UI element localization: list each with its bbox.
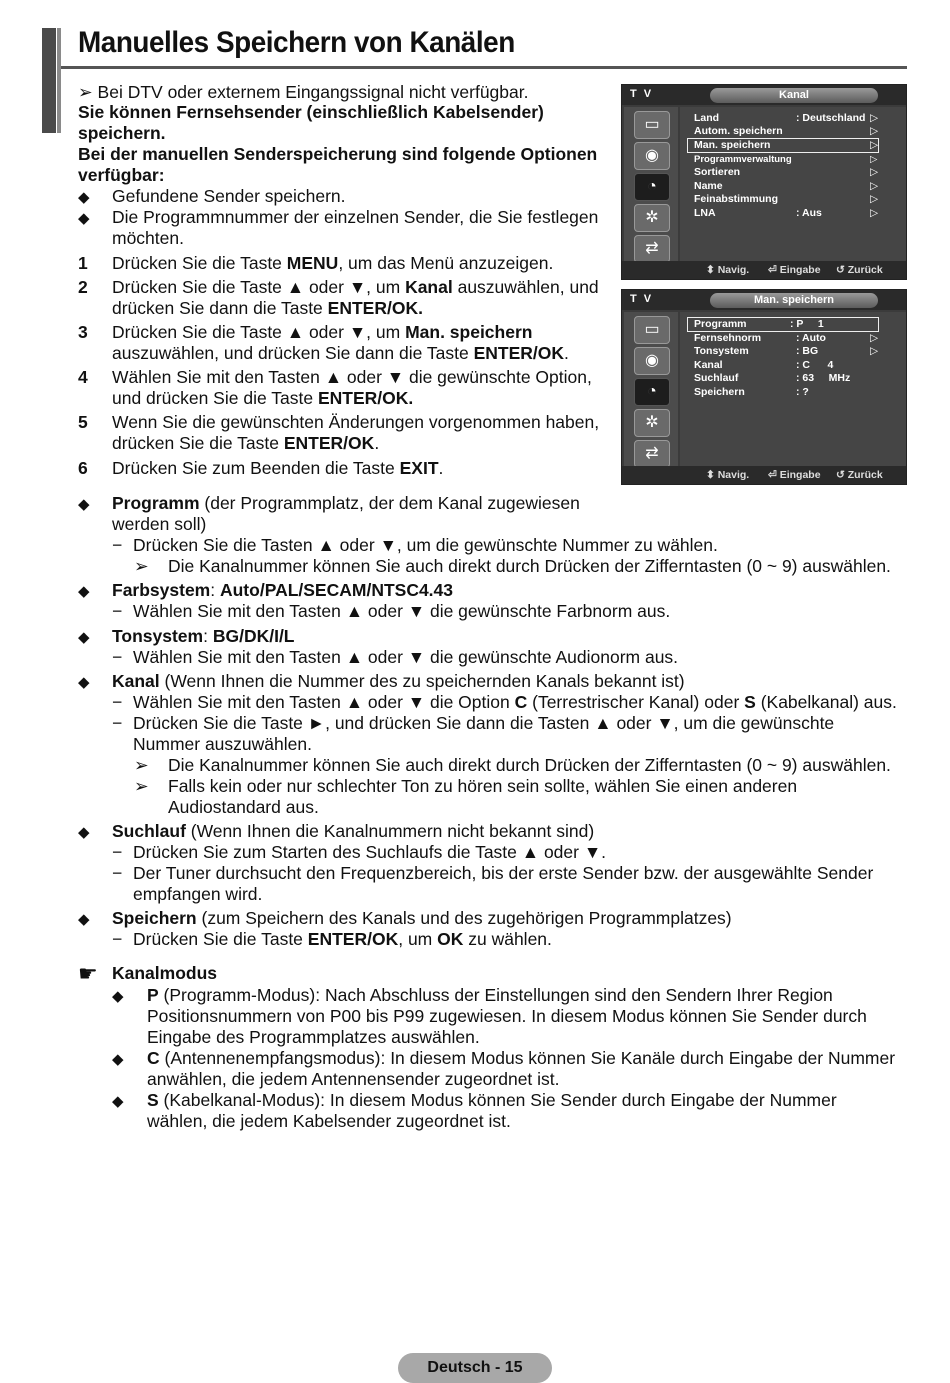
tv-menu-title: Man. speichern — [710, 293, 878, 308]
opt-tonsystem: ◆ Tonsystem: BG/DK/I/L — [78, 626, 295, 646]
menu-item[interactable]: Name ▷ — [694, 180, 879, 192]
opt-detail: − Der Tuner durchsucht den Frequenzbereich, bis der erste Sender bzw. der ausgewählte Sender — [112, 863, 874, 883]
modus-s-cont: wählen, die jedem Kabelsender zugeordnet ist. — [147, 1111, 511, 1131]
modus-p: ◆ P (Programm-Modus): Nach Abschluss der Einstellungen sind den Sendern Ihrer Region — [112, 985, 833, 1005]
sound-icon: ◉ — [634, 142, 670, 170]
opt-note: ➢ Falls kein oder nur schlechter Ton zu hören sein sollte, wählen Sie einen anderen — [134, 776, 798, 796]
modus-c-cont: anwählen, die jedem Antennensender zugeordnet ist. — [147, 1069, 560, 1089]
diamond-icon: ◆ — [78, 496, 90, 513]
menu-item[interactable]: Kanal : C 4 — [694, 359, 834, 371]
menu-item[interactable]: Land : Deutschland ▷ — [694, 112, 879, 124]
page-number-badge: Deutsch - 15 — [398, 1353, 552, 1383]
step-2-cont: drücken Sie dann die Taste ENTER/OK. — [112, 298, 423, 318]
modus-c: ◆ C (Antennenempfangsmodus): In diesem Modus können Sie Kanäle durch Eingabe der Nummer — [112, 1048, 896, 1068]
enter-hint: ⏎ Eingabe — [768, 264, 821, 276]
back-hint: ↺ Zurück — [836, 264, 883, 276]
menu-item[interactable]: Sortieren ▷ — [694, 166, 879, 178]
intro-bold-4: verfügbar: — [78, 165, 165, 185]
opt-detail: − Wählen Sie mit den Tasten ▲ oder ▼ die gewünschte Farbnorm aus. — [112, 601, 671, 621]
tv-menu-kanal — [621, 84, 907, 280]
opt-detail: − Drücken Sie die Taste ENTER/OK, um OK zu wählen. — [112, 929, 552, 949]
title-rule — [61, 66, 907, 69]
title-bar-accent-light — [57, 28, 61, 133]
opt-suchlauf: ◆ Suchlauf (Wenn Ihnen die Kanalnummern nicht bekannt sind) — [78, 821, 595, 841]
tv-sidebar — [624, 312, 678, 466]
opt-detail: − Drücken Sie die Tasten ▲ oder ▼, um die gewünschte Nummer zu wählen. — [112, 535, 718, 555]
modus-p-cont: Eingabe des Programmplatzes auswählen. — [147, 1027, 480, 1047]
menu-item[interactable]: Speichern : ? — [694, 386, 809, 398]
diamond-icon: ◆ — [112, 1093, 124, 1110]
channel-icon: ◔ — [634, 173, 670, 201]
opt-speichern: ◆ Speichern (zum Speichern des Kanals und des zugehörigen Programmplatzes) — [78, 908, 732, 928]
opt-detail-cont: Nummer auszuwählen. — [133, 734, 312, 754]
intro-bold-3: Bei der manuellen Senderspeicherung sind folgende Optionen — [78, 144, 598, 164]
diamond-icon: ◆ — [78, 824, 90, 841]
intro-bold-1: Sie können Fernsehsender (einschließlich Kabelsender) — [78, 102, 544, 122]
note-icon: ➢ — [134, 556, 149, 576]
diamond-icon: ◆ — [78, 210, 90, 227]
picture-icon: ▭ — [634, 111, 670, 139]
setup-icon: ✲ — [634, 409, 670, 437]
option-item: ◆ Die Programmnummer der einzelnen Sender, die Sie festlegen — [78, 207, 599, 227]
back-hint: ↺ Zurück — [836, 469, 883, 481]
menu-item[interactable]: Programmverwaltung ▷ — [694, 154, 878, 165]
setup-icon: ✲ — [634, 204, 670, 232]
intro-note: ➢ Bei DTV oder externem Eingangssignal nicht verfügbar. — [78, 82, 529, 102]
intro-bold-2: speichern. — [78, 123, 166, 143]
note-icon: ➢ — [134, 755, 149, 775]
tv-footer — [622, 261, 906, 279]
opt-detail: − Drücken Sie zum Starten des Suchlaufs die Taste ▲ oder ▼. — [112, 842, 607, 862]
tv-label: T V — [630, 293, 654, 305]
opt-programm-cont: werden soll) — [112, 514, 207, 534]
step-4-cont: und drücken Sie die Taste ENTER/OK. — [112, 388, 414, 408]
opt-farbsystem: ◆ Farbsystem: Auto/PAL/SECAM/NTSC4.43 — [78, 580, 454, 600]
step-5-cont: drücken Sie die Taste ENTER/OK. — [112, 433, 380, 453]
tv-label: T V — [630, 88, 654, 100]
option-item-cont: möchten. — [112, 228, 184, 248]
opt-note-cont: Audiostandard aus. — [168, 797, 319, 817]
note-icon: ➢ — [134, 776, 149, 796]
tv-menu-list — [680, 107, 906, 261]
opt-detail: − Wählen Sie mit den Tasten ▲ oder ▼ die Option C (Terrestrischer Kanal) oder S (Kabelkanal) aus. — [112, 692, 897, 712]
nav-hint: ⬍ Navig. — [706, 469, 750, 481]
input-icon: ⇄ — [634, 440, 670, 468]
menu-item[interactable]: Autom. speichern ▷ — [694, 125, 879, 137]
modus-s: ◆ S (Kabelkanal-Modus): In diesem Modus können Sie Sender durch Eingabe der Nummer — [112, 1090, 837, 1110]
opt-kanal: ◆ Kanal (Wenn Ihnen die Nummer des zu speichernden Kanals bekannt ist) — [78, 671, 685, 691]
diamond-icon: ◆ — [112, 988, 124, 1005]
diamond-icon: ◆ — [78, 629, 90, 646]
menu-item[interactable]: Fernsehnorm : Auto ▷ — [694, 332, 879, 344]
diamond-icon: ◆ — [78, 189, 90, 206]
tv-sidebar — [624, 107, 678, 261]
diamond-icon: ◆ — [78, 583, 90, 600]
page-title: Manuelles Speichern von Kanälen — [78, 26, 515, 59]
input-icon: ⇄ — [634, 235, 670, 263]
option-item: ◆ Gefundene Sender speichern. — [78, 186, 346, 206]
title-bar-accent — [42, 28, 56, 133]
step-3-cont: auszuwählen, und drücken Sie dann die Taste ENTER/OK. — [112, 343, 569, 363]
modus-p-cont: Positionsnummern von P00 bis P99 zugewiesen. In diesem Modus können Sie Sender durch — [147, 1006, 867, 1026]
picture-icon: ▭ — [634, 316, 670, 344]
kanalmodus-heading: ☛ Kanalmodus — [78, 961, 218, 986]
pointing-hand-icon: ☛ — [78, 961, 98, 986]
opt-note: ➢ Die Kanalnummer können Sie auch direkt durch Drücken der Zifferntasten (0 ~ 9) auswählen. — [134, 755, 891, 775]
opt-detail-cont: empfangen wird. — [133, 884, 263, 904]
menu-item-selected[interactable]: Programm : P 1 — [688, 318, 878, 331]
tv-footer — [622, 466, 906, 484]
nav-hint: ⬍ Navig. — [706, 264, 750, 276]
menu-item[interactable]: Feinabstimmung ▷ — [694, 193, 879, 205]
opt-note: ➢ Die Kanalnummer können Sie auch direkt durch Drücken der Zifferntasten (0 ~ 9) auswählen. — [134, 556, 891, 576]
tv-menu-title: Kanal — [710, 88, 878, 103]
opt-detail: − Drücken Sie die Taste ►, und drücken Sie dann die Tasten ▲ oder ▼, um die gewünschte — [112, 713, 835, 733]
opt-detail: − Wählen Sie mit den Tasten ▲ oder ▼ die gewünschte Audionorm aus. — [112, 647, 679, 667]
enter-hint: ⏎ Eingabe — [768, 469, 821, 481]
menu-item[interactable]: Suchlauf : 63 MHz — [694, 372, 851, 384]
channel-icon: ◔ — [634, 378, 670, 406]
menu-item[interactable]: Tonsystem : BG ▷ — [694, 345, 879, 357]
diamond-icon: ◆ — [78, 674, 90, 691]
tv-menu-man-speichern — [621, 289, 907, 485]
tv-menu-list — [680, 312, 906, 466]
opt-programm: ◆ Programm (der Programmplatz, der dem Kanal zugewiesen — [78, 493, 580, 513]
menu-item-selected[interactable]: Man. speichern ▷ — [688, 139, 878, 152]
sound-icon: ◉ — [634, 347, 670, 375]
diamond-icon: ◆ — [78, 911, 90, 928]
diamond-icon: ◆ — [112, 1051, 124, 1068]
menu-item[interactable]: LNA : Aus ▷ — [694, 207, 879, 219]
note-icon: ➢ — [78, 82, 93, 102]
